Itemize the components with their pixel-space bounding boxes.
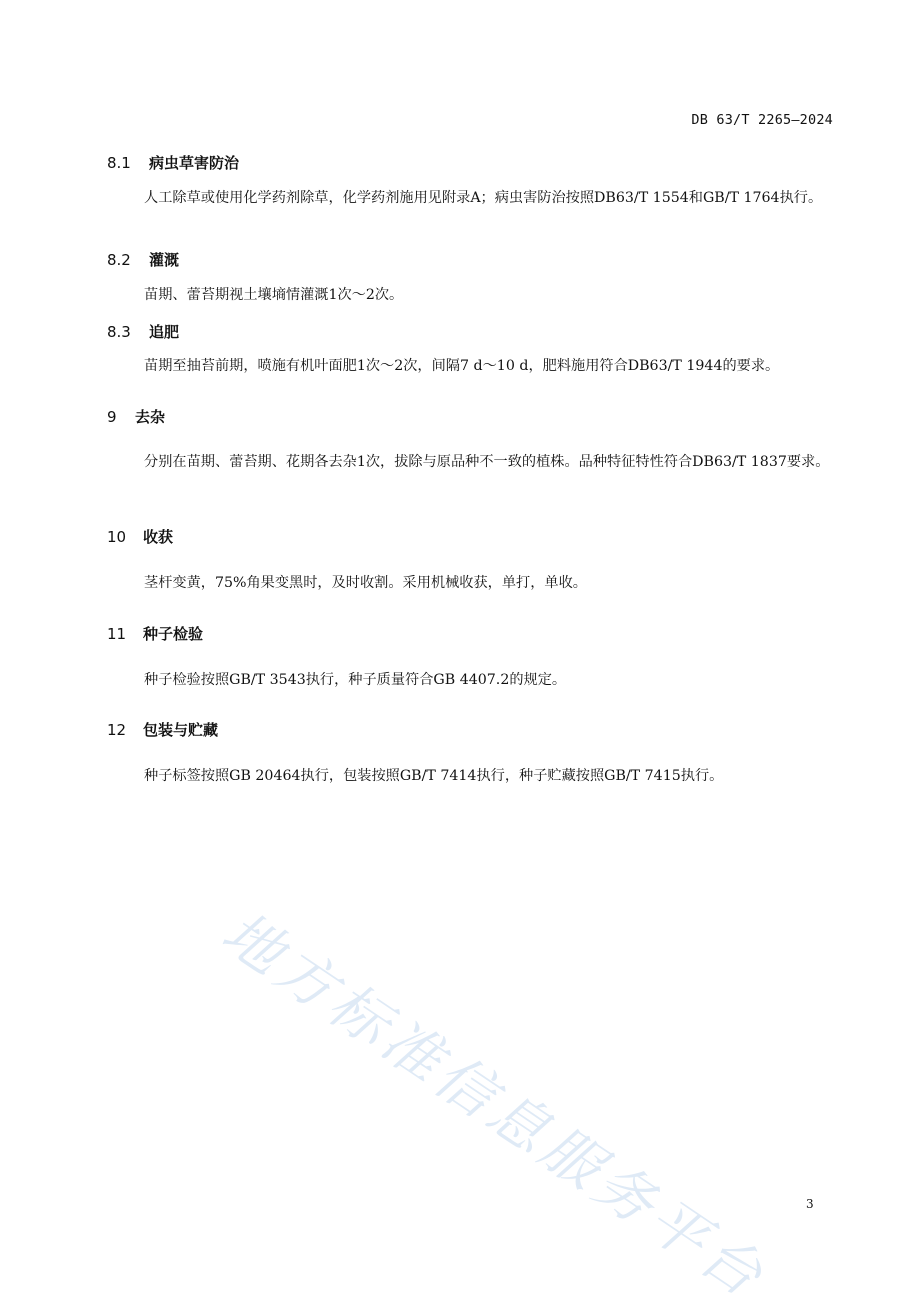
- section-number: 10: [107, 528, 127, 546]
- section-title: 追肥: [149, 323, 180, 341]
- section-heading-8-2: [107, 249, 179, 270]
- page-number: 3: [806, 1197, 814, 1211]
- section-number: 8.2: [107, 251, 131, 269]
- section-number: 9: [107, 408, 117, 426]
- section-title: 灌溉: [149, 251, 180, 269]
- section-body-8-3: 苗期至抽苔前期，喷施有机叶面肥1次～2次，间隔7 d～10 d，肥料施用符合DB63/T 1944的要求。: [144, 358, 780, 374]
- section-heading-8-3: [107, 321, 179, 342]
- section-heading-10: [107, 526, 173, 547]
- section-body-9: 分别在苗期、蕾苔期、花期各去杂1次，拔除与原品种不一致的植株。品种特征特性符合DB63/T 1837要求。: [144, 454, 830, 470]
- section-title: 包装与贮藏: [143, 721, 219, 739]
- section-title: 种子检验: [143, 625, 204, 643]
- section-body-11: 种子检验按照GB/T 3543执行，种子质量符合GB 4407.2的规定。: [144, 672, 567, 688]
- section-title: 病虫草害防治: [149, 154, 240, 172]
- section-heading-11: [107, 623, 203, 644]
- section-title: 收获: [143, 528, 174, 546]
- section-number: 8.1: [107, 154, 131, 172]
- section-heading-12: [107, 719, 218, 740]
- section-body-12: 种子标签按照GB 20464执行，包装按照GB/T 7414执行，种子贮藏按照GB/T 7415执行。: [144, 768, 724, 784]
- section-heading-8-1: [107, 152, 239, 173]
- section-heading-9: [107, 406, 165, 427]
- section-number: 11: [107, 625, 127, 643]
- document-code: DB 63/T 2265—2024: [691, 112, 833, 128]
- section-body-8-1: 人工除草或使用化学药剂除草，化学药剂施用见附录A；病虫害防治按照DB63/T 1554和GB/T 1764执行。: [144, 190, 823, 206]
- section-number: 8.3: [107, 323, 131, 341]
- section-number: 12: [107, 721, 127, 739]
- section-title: 去杂: [135, 408, 166, 426]
- section-body-10: 茎杆变黄，75%角果变黑时，及时收割。采用机械收获，单打，单收。: [144, 575, 587, 591]
- watermark: 地方标准信息服务平台: [210, 897, 779, 1313]
- section-body-8-2: 苗期、蕾苔期视土壤墒情灌溉1次～2次。: [144, 287, 404, 303]
